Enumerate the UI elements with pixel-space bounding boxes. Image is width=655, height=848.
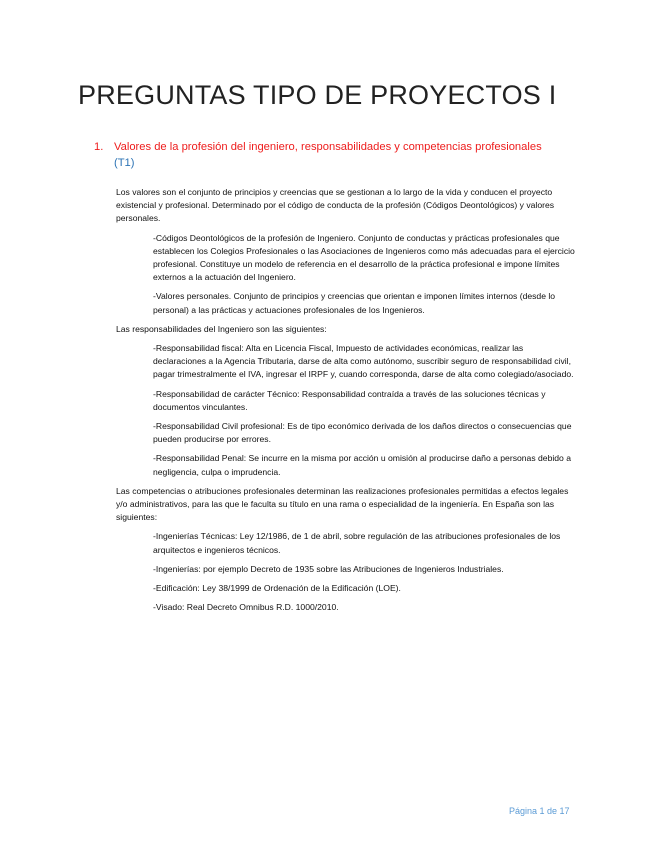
section-tag: (T1) — [114, 157, 135, 169]
paragraph-responsibilities-intro: Las responsabilidades del Ingeniero son las siguientes: — [116, 323, 327, 334]
paragraph-building: -Edificación: Ley 38/1999 de Ordenación de la Edificación (LOE). — [153, 583, 401, 594]
section-heading — [94, 139, 574, 171]
paragraph-competences-intro: Las competencias o atribuciones profesionales determinan las realizaciones profesionales permitidas a efectos legales y/o administrativos, para las que le faculta su título en una rama o especialidad de la ingeniería. En España son las siguientes: — [116, 485, 569, 523]
section-number: 1. — [94, 141, 104, 153]
paragraph-engineering: -Ingenierías: por ejemplo Decreto de 1935 sobre las Atribuciones de Ingenieros Industriales. — [153, 563, 504, 574]
page-number: Página 1 de 17 — [509, 806, 570, 816]
paragraph-civil-responsibility: -Responsabilidad Civil profesional: Es de tipo económico derivada de los daños directos o consecuencias que pueden producirse por errores. — [153, 421, 572, 445]
document-title: PREGUNTAS TIPO DE PROYECTOS I — [78, 80, 557, 110]
paragraph-technical-engineering: -Ingenierías Técnicas: Ley 12/1986, de 1 de abril, sobre regulación de las atribuciones profesionales de los arquitectos e ingenieros técnicos. — [153, 531, 561, 555]
paragraph-technical-responsibility: -Responsabilidad de carácter Técnico: Responsabilidad contraída a través de las soluciones técnicas y documentos vinculantes. — [153, 388, 546, 412]
paragraph-visa: -Visado: Real Decreto Omnibus R.D. 1000/2010. — [153, 602, 339, 613]
section-heading-text: Valores de la profesión del ingeniero, responsabilidades y competencias profesionales — [114, 141, 542, 153]
paragraph-values-intro: Los valores son el conjunto de principios y creencias que se gestionan a lo largo de la vida y conducen el proyecto existencial y profesional. Determinado por el código de conducta de la profesión (Códigos Deontológicos) y valores personales. — [116, 187, 555, 224]
paragraph-personal-values: -Valores personales. Conjunto de principios y creencias que orientan e imponen límites internos (desde lo personal) a las prácticas y actuaciones profesionales de los Ingenieros. — [153, 291, 556, 315]
paragraph-deontological-codes: -Códigos Deontológicos de la profesión de Ingeniero. Conjunto de conductas y prácticas profesionales que establecen los Colegios Profesionales o las Asociaciones de Ingenieros como más adecuadas para el ejercicio profesional. Constituye un modelo de referencia en el desarrollo de la práctica profesional e impone límites externos a la actuación del Ingeniero. — [153, 232, 575, 283]
paragraph-penal-responsibility: -Responsabilidad Penal: Se incurre en la misma por acción u omisión al producirse daño a personas debido a negligencia, culpa o imprudencia. — [153, 453, 571, 477]
paragraph-fiscal-responsibility: -Responsabilidad fiscal: Alta en Licencia Fiscal, Impuesto de actividades económicas, realizar las declaraciones a la Agencia Tributaria, darse de alta como autónomo, suscribir seguro de responsabilidad civil, pagar trimestralmente el IVA, ingresar el IRPF y, cuando corresponda, darse de alta como colegiado/asociado. — [153, 343, 574, 380]
document-body — [116, 186, 578, 620]
